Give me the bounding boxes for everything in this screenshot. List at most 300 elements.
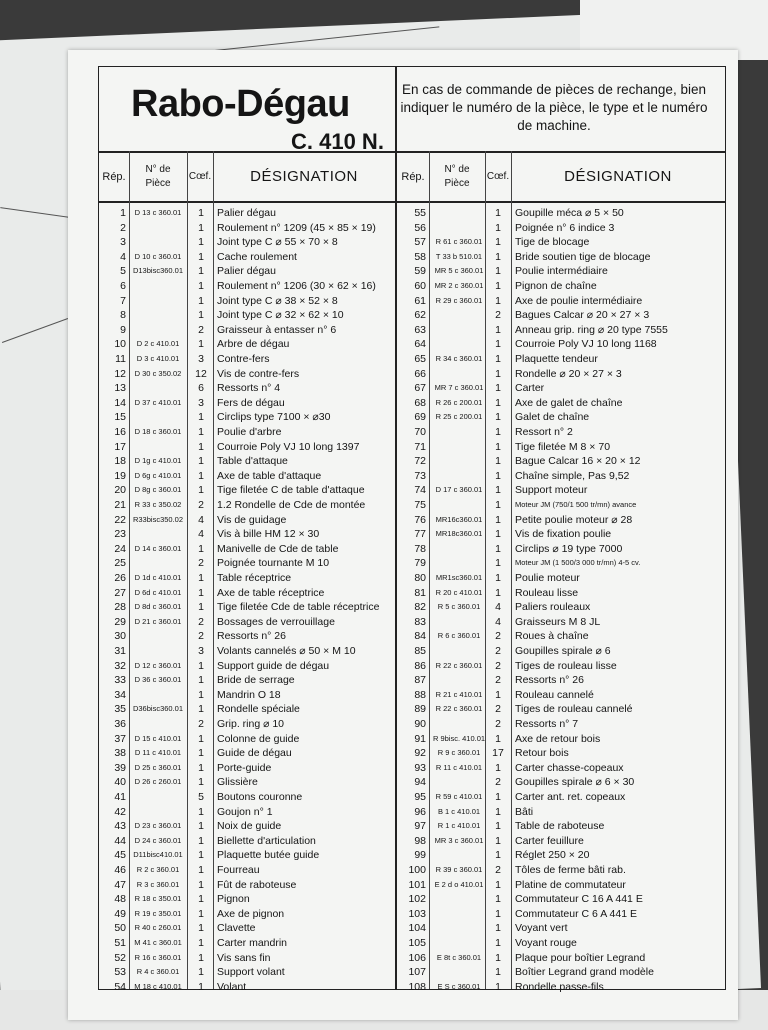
row-rep: 100 [408,864,426,876]
table-row [99,484,395,497]
row-rep: 63 [414,323,426,336]
table-row [397,251,725,264]
row-quantity: 1 [495,528,501,541]
row-quantity: 1 [198,542,204,555]
row-rep: 70 [414,426,426,438]
row-piece-number: D 11 c 410.01 [134,748,182,758]
row-rep: 60 [414,280,426,292]
table-row [397,952,725,965]
row-rep: 66 [414,367,426,380]
row-rep: 14 [114,396,126,409]
row-designation: Table d'attaque [217,455,288,468]
table-row [397,572,725,585]
row-quantity: 1 [198,309,204,322]
row-quantity: 1 [495,834,501,847]
row-rep: 72 [414,455,426,468]
row-rep: 19 [114,469,126,482]
row-quantity: 1 [495,440,501,453]
table-row [99,514,395,527]
row-quantity: 2 [495,309,501,322]
row-quantity: 1 [495,323,501,336]
row-piece-number: R 26 c 200.01 [435,397,483,407]
row-piece-number: R 22 c 360.01 [435,660,483,670]
table-row [99,528,395,541]
row-rep: 15 [114,411,126,424]
row-piece-number: MR 3 c 360.01 [434,835,484,845]
row-piece-number: R 33 c 350.02 [134,500,182,509]
row-designation: Vis sans fin [217,951,271,964]
row-designation: Poulie intermédiaire [515,265,608,278]
row-piece-number: R 39 c 360.01 [435,865,483,874]
row-quantity: 2 [198,557,204,570]
row-rep: 22 [114,513,126,526]
row-piece-number: D 8g c 360.01 [134,485,182,495]
row-quantity: 1 [495,469,501,482]
table-row [99,470,395,483]
row-designation: Joint type C ⌀ 55 × 70 × 8 [217,236,338,249]
table-row [397,455,725,468]
table-row [397,645,725,658]
row-quantity: 1 [495,426,501,438]
row-quantity: 1 [495,937,501,949]
row-designation: Galet de chaîne [515,411,590,424]
row-quantity: 1 [198,980,204,993]
row-designation: Bagues Calcar ⌀ 20 × 27 × 3 [515,309,650,322]
row-rep: 4 [120,250,126,263]
table-row [99,733,395,746]
row-rep: 48 [114,893,126,906]
row-designation: Ressort n° 2 [515,426,573,438]
row-piece-number: M 41 c 360.01 [134,938,182,947]
row-rep: 10 [114,338,126,351]
row-quantity: 1 [495,878,501,891]
table-row [99,835,395,848]
row-rep: 53 [114,966,126,979]
row-designation: Table de raboteuse [515,820,605,833]
row-designation: Bride de serrage [217,674,295,687]
row-quantity: 1 [495,951,501,964]
table-row [99,455,395,468]
row-quantity: 1 [198,280,204,292]
row-rep: 83 [414,615,426,628]
row-quantity: 1 [495,907,501,920]
row-quantity: 1 [198,776,204,789]
table-row [397,820,725,833]
row-quantity: 2 [495,864,501,876]
row-designation: Table réceptrice [217,572,292,584]
table-row [397,849,725,862]
table-row [397,528,725,541]
row-designation: Retour bois [515,747,569,760]
row-rep: 5 [120,265,126,278]
table-row [99,616,395,629]
table-row [99,557,395,570]
row-rep: 1 [120,207,126,219]
header-piece [129,153,187,201]
row-rep: 90 [414,718,426,730]
row-rep: 20 [114,484,126,497]
row-designation: Boîtier Legrand grand modèle [515,966,654,979]
row-designation: Tiges de rouleau cannelé [515,703,633,716]
row-quantity: 2 [198,499,204,511]
row-quantity: 1 [495,338,501,351]
row-quantity: 1 [198,338,204,351]
row-quantity: 4 [198,528,204,541]
table-row [397,966,725,979]
table-row [397,660,725,673]
header-designation: DÉSIGNATION [250,168,358,185]
row-designation: Graisseurs M 8 JL [515,615,601,628]
row-quantity: 1 [198,236,204,249]
row-designation: Roues à chaîne [515,630,589,643]
row-quantity: 1 [495,207,501,219]
row-quantity: 3 [198,396,204,409]
table-row [99,368,395,381]
row-quantity: 1 [198,966,204,979]
row-rep: 65 [414,353,426,365]
row-designation: Fourreau [217,864,260,876]
row-rep: 75 [414,499,426,511]
header-piece-line1: N° de [444,164,470,175]
row-rep: 46 [114,864,126,876]
row-piece-number: MR16c360.01 [435,514,483,524]
row-designation: Manivelle de Cde de table [217,542,339,555]
row-designation: Tige de blocage [515,236,590,249]
row-rep: 47 [114,878,126,891]
row-quantity: 1 [198,951,204,964]
row-rep: 101 [408,878,426,891]
table-row [99,222,395,235]
table-row [99,674,395,687]
row-rep: 30 [114,630,126,643]
row-rep: 54 [114,980,126,993]
row-quantity: 2 [495,776,501,789]
row-designation: Courroie Poly VJ 10 long 1168 [515,338,657,351]
table-row [99,849,395,862]
document-title: Rabo-Dégau [131,83,350,125]
row-quantity: 1 [198,411,204,424]
row-quantity: 3 [198,353,204,365]
table-row [397,295,725,308]
table-row [397,922,725,935]
row-quantity: 1 [198,703,204,716]
row-designation: Bride soutien tige de blocage [515,250,651,263]
row-quantity: 1 [495,688,501,701]
row-designation: Bague Calcar 16 × 20 × 12 [515,455,641,468]
table-row [99,207,395,220]
row-quantity: 4 [198,513,204,526]
row-piece-number: R 29 c 360.01 [435,295,483,305]
header-qty-right: Cœf. [486,171,510,182]
row-piece-number: MR18c360.01 [435,529,483,539]
row-quantity: 2 [495,703,501,716]
row-piece-number: D 1g c 410.01 [134,456,182,466]
row-designation: Porte-guide [217,761,272,774]
row-designation: Rouleau cannelé [515,688,594,701]
row-designation: Joint type C ⌀ 38 × 52 × 8 [217,294,338,307]
row-rep: 105 [408,937,426,949]
row-rep: 82 [414,601,426,614]
row-piece-number: MR 7 c 360.01 [434,383,484,393]
row-designation: Carter mandrin [217,937,288,949]
row-quantity: 1 [198,426,204,438]
table-row [99,937,395,950]
row-designation: Roulement n° 1206 (30 × 62 × 16) [217,280,376,292]
model-number: C. 410 N. [291,129,384,154]
row-piece-number: D 36 c 360.01 [134,675,182,685]
table-row [397,776,725,789]
row-rep: 94 [414,776,426,789]
row-quantity: 1 [198,659,204,672]
row-rep: 99 [414,849,426,862]
row-rep: 45 [114,849,126,862]
row-designation: 1.2 Rondelle de Cde de montée [217,499,366,511]
row-designation: Palier dégau [217,265,276,278]
row-designation: Circlips type 7100 × ⌀30 [217,411,331,424]
row-quantity: 1 [495,849,501,862]
row-rep: 86 [414,659,426,672]
row-quantity: 1 [198,849,204,862]
table-row [99,645,395,658]
row-designation: Support guide de dégau [217,659,330,672]
table-row [397,324,725,337]
table-row [99,572,395,585]
row-designation: Tige filetée M 8 × 70 [515,440,611,453]
row-designation: Goupilles spirale ⌀ 6 [515,645,611,657]
row-rep: 92 [414,747,426,760]
row-designation: Bâti [515,805,534,818]
row-quantity: 4 [495,601,501,614]
row-rep: 39 [114,761,126,774]
table-row [99,499,395,512]
row-rep: 74 [414,484,426,497]
row-rep: 84 [414,630,426,643]
row-designation: Vis de guidage [217,513,287,526]
row-designation: Graisseur à entasser n° 6 [217,323,337,336]
row-designation: Support moteur [515,484,588,497]
row-designation: Courroie Poly VJ 10 long 1397 [217,440,360,453]
row-piece-number: D13bisc360.01 [132,266,184,276]
table-row [99,762,395,775]
row-designation: Carter [515,382,545,395]
row-designation: Moteur JM (750/1 500 tr/mn) avance [515,500,637,509]
row-piece-number: D 18 c 360.01 [134,427,182,436]
row-quantity: 1 [495,922,501,935]
row-piece-number: M 18 c 410.01 [134,981,182,991]
row-quantity: 1 [495,805,501,818]
row-designation: Voyant vert [515,922,568,935]
row-piece-number: R 40 c 260.01 [134,923,182,933]
row-rep: 97 [414,820,426,833]
row-rep: 73 [414,469,426,482]
row-piece-number: D36bisc360.01 [132,704,184,714]
row-quantity: 1 [198,207,204,219]
row-rep: 32 [114,659,126,672]
row-designation: Boutons couronne [217,791,303,803]
row-quantity: 1 [495,396,501,409]
row-piece-number: R 59 c 410.01 [435,792,483,801]
table-row [397,353,725,366]
row-quantity: 1 [198,922,204,935]
row-piece-number: R 19 c 350.01 [134,908,182,918]
row-rep: 85 [414,645,426,657]
row-quantity: 1 [495,820,501,833]
row-rep: 34 [114,688,126,701]
row-designation: Pignon [217,893,250,906]
row-quantity: 1 [198,820,204,833]
row-rep: 102 [408,893,426,906]
row-quantity: 2 [495,645,501,657]
table-row [397,937,725,950]
row-piece-number: MR 2 c 360.01 [434,281,484,290]
row-designation: Goupille méca ⌀ 5 × 50 [515,207,624,219]
row-designation: Noix de guide [217,820,282,833]
row-quantity: 1 [495,265,501,278]
row-quantity: 1 [198,572,204,584]
row-quantity: 1 [198,878,204,891]
row-piece-number: R 6 c 360.01 [437,631,481,641]
row-designation: Paliers rouleaux [515,601,591,614]
row-quantity: 1 [198,265,204,278]
row-piece-number: D11bisc410.01 [133,850,183,860]
row-piece-number: D 25 c 360.01 [134,762,182,772]
row-designation: Plaque pour boîtier Legrand [515,951,646,964]
row-piece-number: D 24 c 360.01 [134,835,182,845]
row-designation: Poignée n° 6 indice 3 [515,221,615,234]
table-row [397,543,725,556]
row-rep: 18 [114,455,126,468]
table-row [397,674,725,687]
row-rep: 81 [414,586,426,599]
row-designation: Axe de retour bois [515,732,601,745]
table-row [397,835,725,848]
row-rep: 40 [114,776,126,789]
row-rep: 52 [114,951,126,964]
row-designation: Axe de pignon [217,907,285,920]
row-designation: Tiges de rouleau lisse [515,659,617,672]
row-designation: Rondelle passe-fils [515,980,604,993]
row-rep: 76 [414,513,426,526]
table-row [397,499,725,512]
row-piece-number: E 8t c 360.01 [436,952,482,962]
row-quantity: 1 [198,834,204,847]
row-designation: Axe de poulie intermédiaire [515,294,643,307]
row-designation: Vis de contre-fers [217,367,300,380]
table-row [99,426,395,439]
row-rep: 17 [114,440,126,453]
row-piece-number: E 2 d o 410.01 [434,879,484,889]
table-row [397,893,725,906]
row-quantity: 1 [198,688,204,701]
row-designation: Goujon n° 1 [217,805,273,818]
row-rep: 13 [114,382,126,395]
row-piece-number: T 33 b 510.01 [435,251,483,261]
row-piece-number: R 34 c 360.01 [435,354,483,363]
row-quantity: 1 [495,455,501,468]
table-row [397,280,725,293]
row-designation: Ressorts n° 26 [515,674,584,687]
header-piece-line2: Pièce [145,178,171,189]
row-rep: 38 [114,747,126,760]
row-quantity: 1 [495,221,501,234]
header-bottom-line [99,201,725,203]
row-piece-number: MR1sc360.01 [435,573,483,582]
row-quantity: 1 [495,382,501,395]
table-row [99,747,395,760]
row-designation: Commutateur C 16 A 441 E [515,893,643,906]
row-quantity: 1 [198,907,204,920]
table-row [397,908,725,921]
row-quantity: 1 [495,732,501,745]
row-quantity: 1 [198,484,204,497]
row-piece-number: R 61 c 360.01 [435,237,483,247]
row-designation: Ressorts n° 26 [217,630,286,643]
row-quantity: 1 [198,601,204,614]
row-designation: Contre-fers [217,353,270,365]
row-designation: Biellette d'articulation [217,834,316,847]
table-row [99,981,395,994]
row-piece-number: D 37 c 410.01 [134,397,182,407]
table-row [99,966,395,979]
row-rep: 11 [115,353,126,365]
row-quantity: 1 [495,367,501,380]
row-quantity: 1 [198,732,204,745]
header-designation-right: DÉSIGNATION [564,168,672,185]
table-row [99,280,395,293]
table-row [99,251,395,264]
table-row [99,411,395,424]
row-quantity: 1 [198,294,204,307]
table-row [397,981,725,994]
row-rep: 43 [114,820,126,833]
row-designation: Bossages de verrouillage [217,615,335,628]
table-row [397,265,725,278]
row-designation: Axe de table réceptrice [217,586,325,599]
row-quantity: 2 [198,323,204,336]
table-row [99,324,395,337]
table-row [99,601,395,614]
row-designation: Commutateur C 6 A 441 E [515,907,637,920]
row-rep: 78 [414,542,426,555]
table-row [397,426,725,439]
row-designation: Voyant rouge [515,937,577,949]
table-row [99,791,395,804]
row-designation: Vis de fixation poulie [515,528,612,541]
row-rep: 95 [414,791,426,803]
row-designation: Carter ant. ret. copeaux [515,791,626,803]
table-frame [98,66,726,993]
row-quantity: 4 [495,615,501,628]
row-quantity: 1 [495,250,501,263]
row-rep: 36 [114,718,126,730]
row-quantity: 2 [198,718,204,730]
table-row [99,236,395,249]
table-row [99,703,395,716]
table-row [99,309,395,322]
row-designation: Goupilles spirale ⌀ 6 × 30 [515,776,635,789]
row-piece-number: D 12 c 360.01 [134,660,182,670]
row-designation: Vis à bille HM 12 × 30 [217,528,320,541]
row-rep: 58 [414,250,426,263]
table-row [99,879,395,892]
table-row [99,587,395,600]
row-piece-number: D 26 c 260.01 [134,777,182,787]
row-quantity: 1 [495,557,501,570]
row-piece-number: D 17 c 360.01 [435,485,483,495]
table-row [99,660,395,673]
row-piece-number: D 23 c 360.01 [134,821,182,831]
row-designation: Ressorts n° 7 [515,718,579,730]
